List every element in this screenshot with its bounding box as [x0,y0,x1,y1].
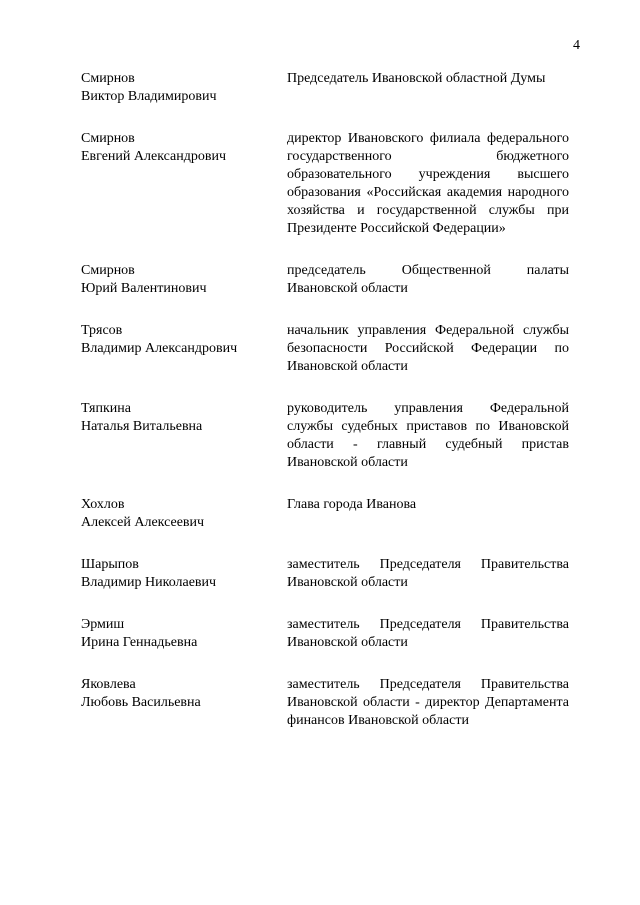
position-title: начальник управления Федеральной службы безопасности Российской Федерации по Ивановской области [287,323,569,374]
person-name [81,262,287,298]
person-name [81,556,287,592]
person-name [81,70,287,106]
given-names: Наталья Витальевна [81,419,203,434]
given-names: Алексей Алексеевич [81,515,205,530]
position-title: директор Ивановского филиала федерального государственного бюджетного образовательного учреждения высшего образования «Российская академия народного хозяйства и государственной службы при Президенте Российской Федерации» [287,131,569,236]
list-item [81,70,569,106]
position-title: Председатель Ивановской областной Думы [287,71,546,86]
surname: Смирнов [81,131,135,146]
surname: Эрмиш [81,617,125,632]
person-name [81,496,287,532]
surname: Смирнов [81,263,135,278]
position-title: Глава города Иванова [287,497,417,512]
surname: Трясов [81,323,123,338]
surname: Тяпкина [81,401,131,416]
given-names: Евгений Александрович [81,149,227,164]
given-names: Виктор Владимирович [81,89,217,104]
list-item [81,400,569,472]
surname: Яковлева [81,677,136,692]
list-item [81,130,569,238]
position-title: заместитель Председателя Правительства Ивановской области [287,617,569,650]
given-names: Владимир Николаевич [81,575,217,590]
list-item [81,616,569,652]
list-item [81,496,569,532]
given-names: Ирина Геннадьевна [81,635,198,650]
page-number: 4 [573,38,580,53]
person-name [81,616,287,652]
list-item [81,676,569,730]
position-title: руководитель управления Федеральной службы судебных приставов по Ивановской области - главный судебный пристав Ивановской области [287,401,569,470]
list-item [81,262,569,298]
surname: Шарыпов [81,557,139,572]
given-names: Любовь Васильевна [81,695,201,710]
position-title: председатель Общественной палаты Ивановской области [287,263,569,296]
person-name [81,400,287,472]
given-names: Владимир Александрович [81,341,238,356]
position-title: заместитель Председателя Правительства Ивановской области [287,557,569,590]
person-name [81,676,287,730]
given-names: Юрий Валентинович [81,281,207,296]
members-list [81,70,569,754]
surname: Хохлов [81,497,125,512]
list-item [81,556,569,592]
person-name [81,130,287,238]
list-item [81,322,569,376]
position-title: заместитель Председателя Правительства Ивановской области - директор Департамента финансов Ивановской области [287,677,569,728]
person-name [81,322,287,376]
surname: Смирнов [81,71,135,86]
